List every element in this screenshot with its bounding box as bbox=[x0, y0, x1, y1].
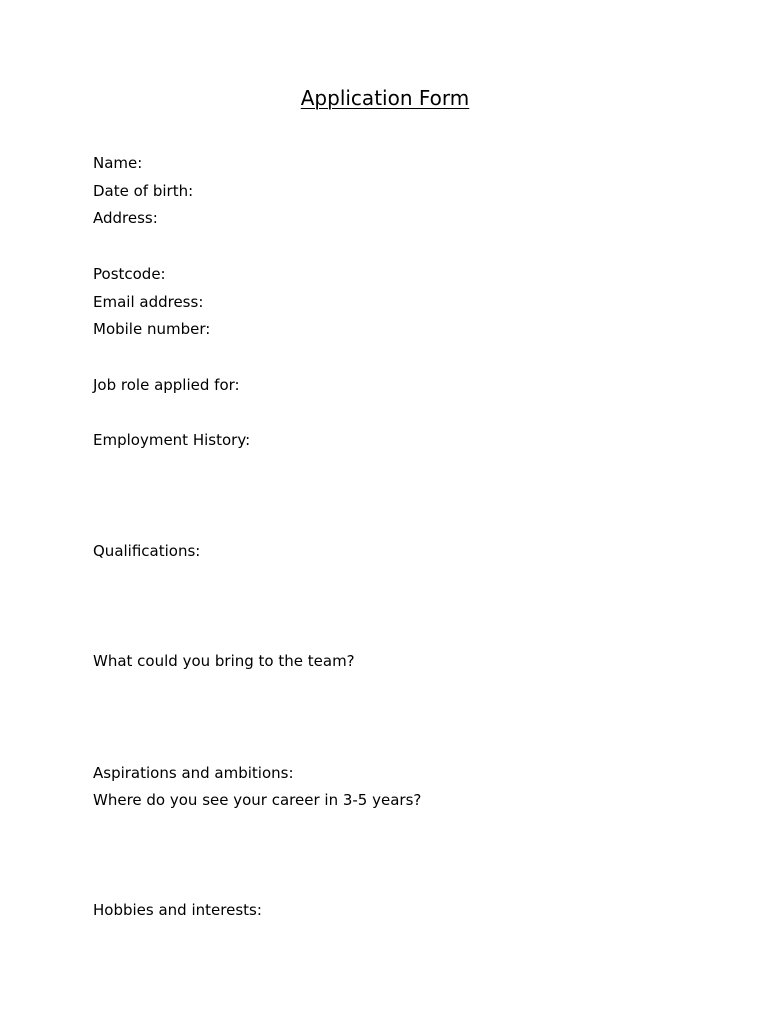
field-label-team-contribution: What could you bring to the team? bbox=[93, 652, 355, 670]
field-label-date-of-birth: Date of birth: bbox=[93, 182, 194, 200]
field-label-address: Address: bbox=[93, 209, 158, 227]
page-title-text: Application Form bbox=[300, 86, 470, 110]
field-label-mobile-number: Mobile number: bbox=[93, 320, 211, 338]
field-label-postcode: Postcode: bbox=[93, 265, 166, 283]
field-label-email-address: Email address: bbox=[93, 293, 204, 311]
field-label-hobbies: Hobbies and interests: bbox=[93, 901, 262, 919]
field-label-aspirations: Aspirations and ambitions: bbox=[93, 764, 294, 782]
field-label-employment-history: Employment History: bbox=[93, 431, 251, 449]
page-title bbox=[0, 86, 770, 110]
field-label-career-outlook: Where do you see your career in 3-5 years? bbox=[93, 791, 422, 809]
field-label-name: Name: bbox=[93, 154, 143, 172]
field-label-qualifications: Qualifications: bbox=[93, 542, 201, 560]
field-label-job-role: Job role applied for: bbox=[93, 376, 240, 394]
